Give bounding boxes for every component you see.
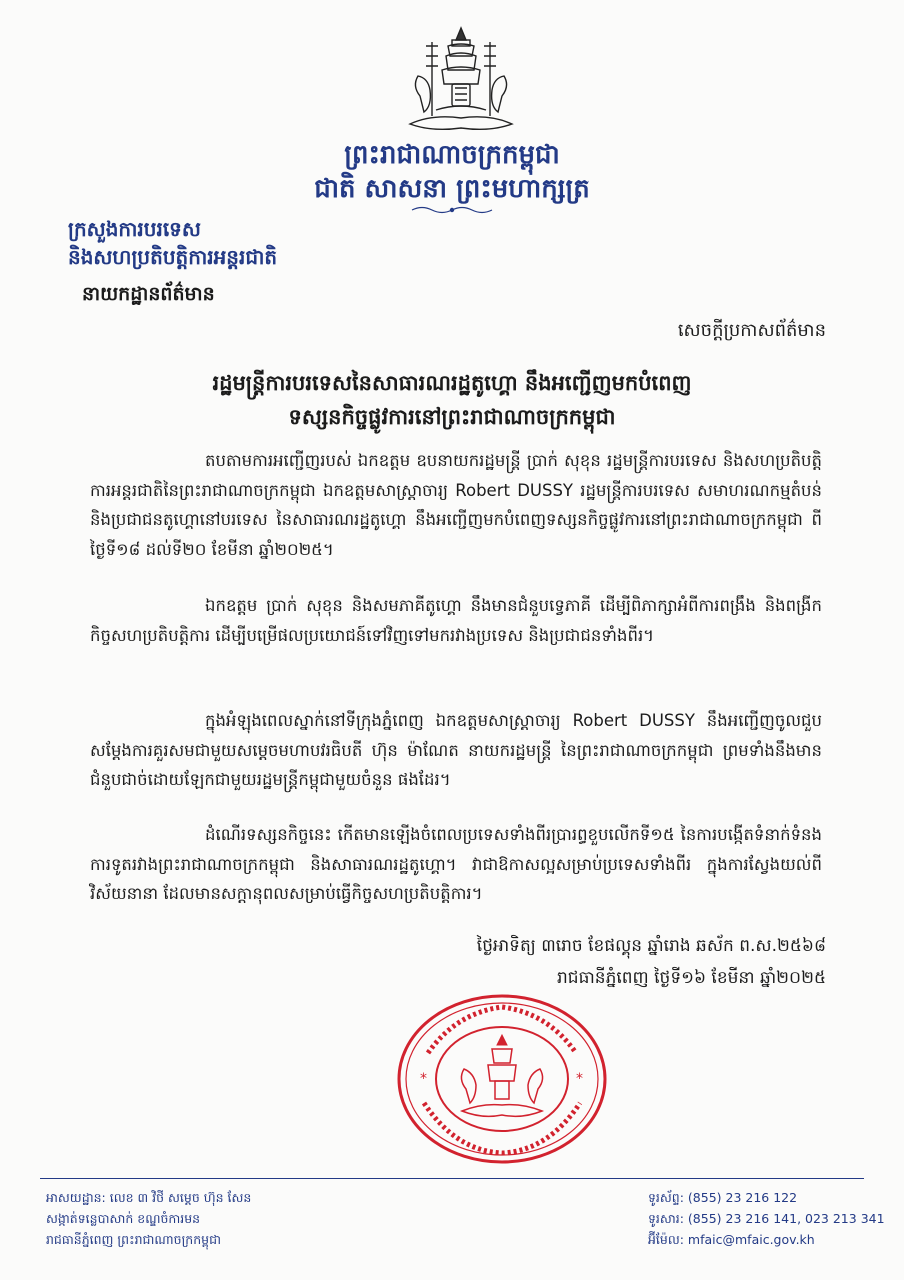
phone-number: ទូរស័ព្ទ: (855) 23 216 122 <box>648 1190 798 1205</box>
svg-text:*: * <box>420 1071 427 1087</box>
fax-number: ទូរសារ: (855) 23 216 141, 023 213 341 <box>648 1211 885 1226</box>
date-solar: រាជធានីភ្នំពេញ ថ្ងៃទី១៦ ខែមីនា ឆ្នាំ២០២៥ <box>557 968 826 988</box>
email-address[interactable]: អ៊ីម៉ែល: mfaic@mfaic.gov.kh <box>648 1232 815 1247</box>
body-paragraph: តបតាមការអញ្ជើញរបស់ ឯកឧត្ដម ឧបនាយករដ្ឋមន្ត្រី ប្រាក់ សុខុន រដ្ឋមន្ត្រីការបរទេស និងសហប្រតិបត្តិការអន្តរជាតិនៃព្រះរាជាណាចក្រកម្ពុជា ឯកឧត្តមសាស្ត្រាចារ្យ Robert DUSSY រដ្ឋមន្ត្រីការបរទេស សមាហរណកម្មតំបន់ និងប្រជាជនតូហ្គោនៅបរទេស នៃសាធារណរដ្ឋតូហ្គោ នឹងអញ្ជើញមកបំពេញទស្សនកិច្ចផ្លូវការនៅព្រះរាជាណាចក្រកម្ពុជា ពីថ្ងៃទី១៨ ដល់ទី២០ ខែមីនា ឆ្នាំ២០២៥។ <box>90 451 822 559</box>
footer-address <box>46 1187 251 1250</box>
document-title-line1: រដ្ឋមន្ត្រីការបរទេសនៃសាធារណរដ្ឋតូហ្គោ នឹងអញ្ជើញមកបំពេញ <box>212 371 692 395</box>
coat-of-arms-icon <box>402 26 520 138</box>
footer-divider <box>40 1178 864 1179</box>
footer-contact <box>648 1187 885 1250</box>
body-paragraph: ក្នុងអំឡុងពេលស្នាក់នៅទីក្រុងភ្នំពេញ ឯកឧត្តមសាស្ត្រាចារ្យ Robert DUSSY នឹងអញ្ជើញចូលជួបសម្ដែងការគួរសមជាមួយសម្ដេចមហាបវរធិបតី ហ៊ុន ម៉ាណែត នាយករដ្ឋមន្ត្រី នៃព្រះរាជាណាចក្រកម្ពុជា ព្រមទាំងនឹងមានជំនួបជាច់ដោយឡែកជាមួយរដ្ឋមន្ត្រីកម្ពុជាមួយចំនួន ផងដែរ។ <box>90 711 822 789</box>
kingdom-name: ព្រះរាជាណាចក្រកម្ពុជា <box>344 140 560 170</box>
body-paragraph: ឯកឧត្តម ប្រាក់ សុខុន និងសមភាគីតូហ្គោ នឹងមានជំនួបទ្វេភាគី ដើម្បីពិភាក្សាអំពីការពង្រឹង និងពង្រីកកិច្ចសហប្រតិបត្តិការ ដើម្បីបម្រើផលប្រយោជន៍ទៅវិញទៅមករវាងប្រទេស និងប្រជាជនទាំងពីរ។ <box>90 596 822 645</box>
national-motto: ជាតិ សាសនា ព្រះមហាក្សត្រ <box>314 174 590 204</box>
date-lunar: ថ្ងៃអាទិត្យ ៣រោច ខែផល្គុន ឆ្នាំរោង ឆស័ក ព.ស.២៥៦៨ <box>476 936 826 956</box>
address-line: អាសយដ្ឋាន: លេខ ៣ វិថី សម្តេច ហ៊ុន សែន <box>46 1190 252 1205</box>
official-seal-icon <box>396 993 608 1165</box>
ministry-name-line2: និងសហប្រតិបត្តិការអន្តរជាតិ <box>68 245 278 269</box>
address-line: សង្កាត់ទន្លេបាសាក់ ខណ្ឌចំការមន <box>46 1211 201 1226</box>
body-paragraph: ដំណើរទស្សនកិច្ចនេះ កើតមានឡើងចំពេលប្រទេសទាំងពីរប្រារព្ធខួបលើកទី១៥ នៃការបង្កើតទំនាក់ទំនងការទូតរវាងព្រះរាជាណាចក្រកម្ពុជា និងសាធារណរដ្ឋតូហ្គោ។ វាជាឱកាសល្អសម្រាប់ប្រទេសទាំងពីរ ក្នុងការស្វែងយល់ពីវិស័យនានា ដែលមានសក្ដានុពលសម្រាប់ធ្វើកិច្ចសហប្រតិបត្តិការ។ <box>90 825 822 903</box>
ministry-name-line1: ក្រសួងការបរទេស <box>68 217 201 241</box>
svg-text:*: * <box>576 1071 583 1087</box>
document-type-label: សេចក្ដីប្រកាសព័ត៌មាន <box>677 320 826 341</box>
department-name: នាយកដ្ឋានព័ត៌មាន <box>82 283 215 305</box>
address-line: រាជធានីភ្នំពេញ ព្រះរាជាណាចក្រកម្ពុជា <box>46 1232 221 1247</box>
divider-ornament-icon <box>410 204 494 216</box>
document-title-line2: ទស្សនកិច្ចផ្លូវការនៅព្រះរាជាណាចក្រកម្ពុជា <box>288 405 616 429</box>
